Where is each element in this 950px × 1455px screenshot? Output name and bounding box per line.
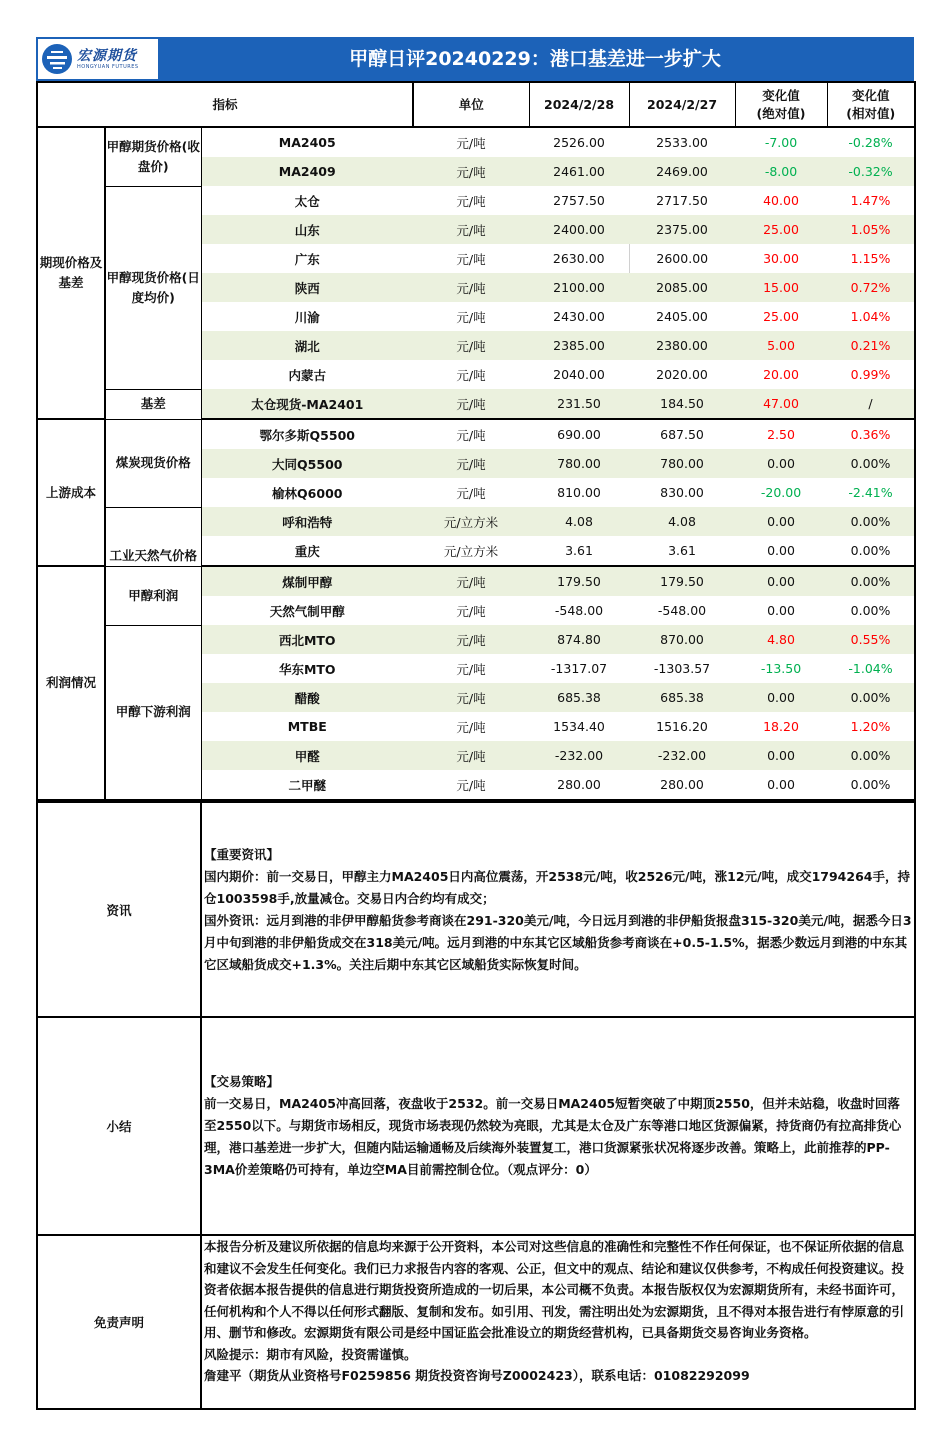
- change-abs: 4.80: [735, 625, 827, 654]
- unit-cell: 元/吨: [413, 215, 529, 244]
- value-date1: 179.50: [529, 566, 629, 596]
- brand-logo: [38, 39, 158, 79]
- change-abs: 0.00: [735, 449, 827, 478]
- brand-name-en: HONGYUAN FUTURES: [77, 63, 139, 70]
- change-abs: 0.00: [735, 741, 827, 770]
- value-date2: 2380.00: [629, 331, 735, 360]
- change-abs: 0.00: [735, 770, 827, 800]
- change-rel: 0.00%: [827, 507, 915, 536]
- change-rel: 0.21%: [827, 331, 915, 360]
- change-rel: 0.55%: [827, 625, 915, 654]
- change-rel: 0.00%: [827, 536, 915, 566]
- unit-cell: 元/吨: [456, 603, 486, 619]
- change-rel: 1.47%: [827, 186, 915, 215]
- value-date2: 870.00: [629, 625, 735, 654]
- value-date2: -232.00: [629, 741, 735, 770]
- risk-warning: 风险提示：期市有风险，投资需谨慎。: [204, 1346, 417, 1362]
- value-date1: 690.00: [557, 427, 601, 442]
- unit-cell: 元/吨: [413, 741, 529, 770]
- value-date1: 2526.00: [553, 135, 605, 150]
- indicator-name: 陕西: [201, 273, 413, 302]
- change-abs: 18.20: [763, 719, 799, 734]
- change-abs: 5.00: [735, 331, 827, 360]
- value-date2: -1303.57: [653, 661, 711, 676]
- indicator-name: 华东MTO: [278, 661, 336, 677]
- indicator-name: 重庆: [201, 536, 413, 566]
- unit-cell: 元/吨: [413, 625, 529, 654]
- value-date1: 2430.00: [553, 309, 605, 324]
- change-rel: 0.00%: [827, 449, 915, 478]
- table-row: [37, 566, 915, 596]
- change-abs: 30.00: [763, 251, 799, 266]
- news-content: [201, 802, 915, 1017]
- change-rel: 1.04%: [827, 302, 915, 331]
- change-rel: -1.04%: [827, 654, 915, 683]
- group-label-profit: 利润情况: [37, 566, 105, 800]
- indicator-table: [36, 81, 916, 801]
- change-rel: 0.99%: [827, 360, 915, 389]
- change-rel: -2.41%: [827, 478, 915, 507]
- value-date2: 2375.00: [629, 215, 735, 244]
- report-header: [36, 37, 914, 81]
- value-date1: 280.00: [529, 770, 629, 800]
- news-heading: 【重要资讯】: [204, 846, 280, 862]
- change-abs: -8.00: [735, 157, 827, 186]
- unit-cell: 元/吨: [456, 251, 486, 267]
- commentary-table: [36, 801, 916, 1410]
- value-date2: 685.38: [629, 683, 735, 712]
- indicator-name: 天然气制甲醇: [269, 603, 345, 619]
- unit-cell: 元/立方米: [413, 507, 529, 536]
- indicator-name: MTBE: [287, 719, 327, 734]
- indicator-name: 西北MTO: [201, 625, 413, 654]
- change-abs: 40.00: [763, 193, 799, 208]
- table-row: [37, 625, 915, 654]
- value-date1: -232.00: [529, 741, 629, 770]
- change-abs: 0.00: [735, 683, 827, 712]
- value-date1: 1534.40: [553, 719, 605, 734]
- value-date2: 2469.00: [629, 157, 735, 186]
- subgroup-label-basis: 基差: [105, 389, 201, 419]
- indicator-name: 太仓现货-MA2401: [201, 389, 413, 419]
- summary-text: 前一交易日，MA2405冲高回落，夜盘收于2532。前一交易日MA2405短暂突破了中期顶2550，但并未站稳，收盘时回落至2550以下。与期货市场相反，现货市场表现仍然较为亮眼，尤其是太仓及广东等港口地区货源偏紧，持货商仍有拉高排货心理，港口基差进一步扩大，但随内陆运输通畅及后续海外装置复工，港口货源紧张状况将逐步改善。策略上，此前推荐的PP-3MA价差策略仍可持有，单边空MA目前需控制仓位。（观点评分：0）: [204, 1096, 902, 1177]
- unit-cell: 元/吨: [456, 367, 486, 383]
- subgroup-label-mprofit: 甲醇利润: [105, 566, 201, 625]
- summary-section: [37, 1017, 915, 1235]
- brand-name-cn: 宏源期货: [77, 47, 137, 64]
- subgroup-label-spot: 甲醇现货价格(日度均价): [105, 186, 201, 389]
- header-unit: 单位: [413, 82, 529, 127]
- change-rel: /: [827, 389, 915, 419]
- indicator-name: 醋酸: [201, 683, 413, 712]
- value-date2: 3.61: [629, 536, 735, 566]
- change-rel: -0.32%: [827, 157, 915, 186]
- unit-cell: 元/吨: [413, 770, 529, 800]
- value-date2: 830.00: [660, 485, 704, 500]
- change-rel: 0.00%: [827, 741, 915, 770]
- change-abs: -7.00: [764, 135, 798, 150]
- value-date2: 2717.50: [656, 193, 708, 208]
- summary-label: 小结: [37, 1017, 201, 1235]
- indicator-name: 内蒙古: [288, 367, 327, 383]
- value-date2: 2405.00: [656, 309, 708, 324]
- unit-cell: 元/吨: [413, 449, 529, 478]
- unit-cell: 元/吨: [413, 157, 529, 186]
- unit-cell: 元/吨: [456, 427, 486, 443]
- change-abs: 0.00: [735, 507, 827, 536]
- indicator-name: 二甲醚: [201, 770, 413, 800]
- subgroup-label-gas: 工业天然气价格: [105, 507, 201, 566]
- header-change-rel: 变化值 (相对值): [827, 82, 915, 127]
- subgroup-label-dprofit: 甲醇下游利润: [105, 625, 201, 800]
- value-date2: 780.00: [629, 449, 735, 478]
- change-abs: 0.00: [735, 566, 827, 596]
- report-sheet: [36, 37, 914, 1410]
- value-date1: 2385.00: [529, 331, 629, 360]
- unit-cell: 元/立方米: [413, 536, 529, 566]
- unit-cell: 元/吨: [456, 485, 486, 501]
- change-abs: -20.00: [760, 485, 802, 500]
- indicator-name: 太仓: [294, 193, 320, 209]
- table-row: [37, 507, 915, 536]
- change-rel: -0.28%: [827, 127, 915, 157]
- value-date2: 2020.00: [656, 367, 708, 382]
- subgroup-label-coal: 煤炭现货价格: [105, 419, 201, 507]
- group-label-price: 期现价格及基差: [37, 127, 105, 419]
- value-date1: 780.00: [529, 449, 629, 478]
- unit-cell: 元/吨: [456, 661, 486, 677]
- header-date2: 2024/2/27: [629, 82, 735, 127]
- value-date1: 4.08: [529, 507, 629, 536]
- unit-cell: 元/吨: [456, 719, 486, 735]
- news-section: [37, 802, 915, 1017]
- subgroup-label-futures: 甲醇期货价格(收盘价): [105, 127, 201, 186]
- table-row: [37, 389, 915, 419]
- indicator-name: 榆林Q6000: [272, 485, 343, 501]
- unit-cell: 元/吨: [456, 135, 486, 151]
- change-abs: 25.00: [735, 215, 827, 244]
- value-date2: 2533.00: [656, 135, 708, 150]
- value-date2: 2085.00: [629, 273, 735, 302]
- unit-cell: 元/吨: [456, 309, 486, 325]
- value-date1: 874.80: [529, 625, 629, 654]
- value-date2: 2600.00: [629, 244, 735, 273]
- value-date2: 4.08: [629, 507, 735, 536]
- value-date1: 2757.50: [553, 193, 605, 208]
- value-date1: -548.00: [554, 603, 604, 618]
- indicator-name: 广东: [294, 251, 320, 267]
- unit-cell: 元/吨: [456, 193, 486, 209]
- change-abs: 0.00: [735, 536, 827, 566]
- unit-cell: 元/吨: [413, 566, 529, 596]
- change-abs: 25.00: [763, 309, 799, 324]
- value-date2: 179.50: [629, 566, 735, 596]
- value-date1: 231.50: [529, 389, 629, 419]
- value-date2: 1516.20: [656, 719, 708, 734]
- report-title: 甲醇日评20240229：港口基差进一步扩大: [349, 48, 721, 70]
- unit-cell: 元/吨: [413, 683, 529, 712]
- indicator-name: 鄂尔多斯Q5500: [259, 427, 355, 443]
- summary-heading: 【交易策略】: [204, 1074, 280, 1089]
- disclaimer-text: 本报告分析及建议所依据的信息均来源于公开资料，本公司对这些信息的准确性和完整性不作任何保证，也不保证所依据的信息和建议不会发生任何变化。我们已力求报告内容的客观、公正，但文中的观点、结论和建议仅供参考，不构成任何投资建议。投资者依据本报告提供的信息进行期货投资所造成的一切后果，本公司概不负责。本报告版权仅为宏源期货所有，未经书面许可，任何机构和个人不得以任何形式翻版、复制和发布。如引用、刊发，需注明出处为宏源期货，且不得对本报告进行有悖原意的引用、删节和修改。宏源期货有限公司是经中国证监会批准设立的期货经营机构，已具备期货交易咨询业务资格。: [204, 1239, 905, 1340]
- indicator-name: 山东: [201, 215, 413, 244]
- value-date2: -548.00: [657, 603, 707, 618]
- hongyuan-logo-icon: [41, 43, 73, 75]
- indicator-name: 煤制甲醇: [201, 566, 413, 596]
- header-change-abs: 变化值 (绝对值): [735, 82, 827, 127]
- news-foreign: 国外资讯：远月到港的非伊甲醇船货参考商谈在291-320美元/吨，今日远月到港的非伊船货报盘315-320美元/吨，据悉今日3月中旬到港的非伊船货成交在318美元/吨。远月到港的中东其它区域船货参考商谈在+0.5-1.5%，据悉少数远月到港的中东其它区域船货成交+1.3%。关注后期中东其它区域船货实际恢复时间。: [204, 912, 912, 972]
- indicator-name: MA2409: [201, 157, 413, 186]
- change-rel: 0.00%: [827, 596, 915, 625]
- value-date1: 685.38: [529, 683, 629, 712]
- news-domestic: 国内期价：前一交易日，甲醇主力MA2405日内高位震荡，开2538元/吨，收2526元/吨，涨12元/吨，成交1794264手，持仓1003598手,放量减仓。交易日内合约均有成交；: [204, 868, 910, 906]
- table-row: [37, 419, 915, 449]
- change-abs: -13.50: [760, 661, 802, 676]
- header-date1: 2024/2/28: [529, 82, 629, 127]
- disclaimer-label: 免责声明: [37, 1235, 201, 1409]
- indicator-name: 呼和浩特: [201, 507, 413, 536]
- indicator-name: MA2405: [278, 135, 336, 150]
- value-date1: -1317.07: [550, 661, 608, 676]
- change-rel: 1.15%: [827, 244, 915, 273]
- value-date1: 2400.00: [529, 215, 629, 244]
- header-indicator: 指标: [37, 82, 413, 127]
- group-label-upstream: 上游成本: [37, 419, 105, 566]
- change-abs: 47.00: [735, 389, 827, 419]
- change-rel: 0.00%: [827, 770, 915, 800]
- indicator-name: 湖北: [201, 331, 413, 360]
- change-rel: 0.00%: [827, 683, 915, 712]
- indicator-name: 大同Q5500: [201, 449, 413, 478]
- value-date1: 2100.00: [529, 273, 629, 302]
- change-rel: 0.72%: [827, 273, 915, 302]
- summary-content: [201, 1017, 915, 1235]
- indicator-name: 川渝: [294, 309, 320, 325]
- value-date2: 280.00: [629, 770, 735, 800]
- change-rel: 0.00%: [827, 566, 915, 596]
- change-abs: 20.00: [763, 367, 799, 382]
- disclaimer-content: [201, 1235, 915, 1409]
- value-date1: 2040.00: [553, 367, 605, 382]
- table-header-row: [37, 82, 915, 127]
- unit-cell: 元/吨: [413, 331, 529, 360]
- change-abs: 0.00: [767, 603, 795, 618]
- value-date1: 2630.00: [552, 251, 605, 266]
- change-rel: 1.20%: [827, 712, 915, 741]
- unit-cell: 元/吨: [413, 389, 529, 419]
- news-label: 资讯: [37, 802, 201, 1017]
- value-date2: 184.50: [629, 389, 735, 419]
- indicator-name: 甲醛: [201, 741, 413, 770]
- disclaimer-section: [37, 1235, 915, 1409]
- change-rel: 0.36%: [827, 419, 915, 449]
- value-date1: 3.61: [529, 536, 629, 566]
- change-abs: 15.00: [735, 273, 827, 302]
- unit-cell: 元/吨: [413, 273, 529, 302]
- value-date1: 810.00: [557, 485, 601, 500]
- table-row: [37, 186, 915, 215]
- change-abs: 2.50: [767, 427, 795, 442]
- table-row: [37, 127, 915, 157]
- value-date2: 687.50: [660, 427, 704, 442]
- analyst-contact: 詹建平（期货从业资格号F0259856 期货投资咨询号Z0002423），联系电话：01082292099: [204, 1368, 750, 1383]
- value-date1: 2461.00: [529, 157, 629, 186]
- change-rel: 1.05%: [827, 215, 915, 244]
